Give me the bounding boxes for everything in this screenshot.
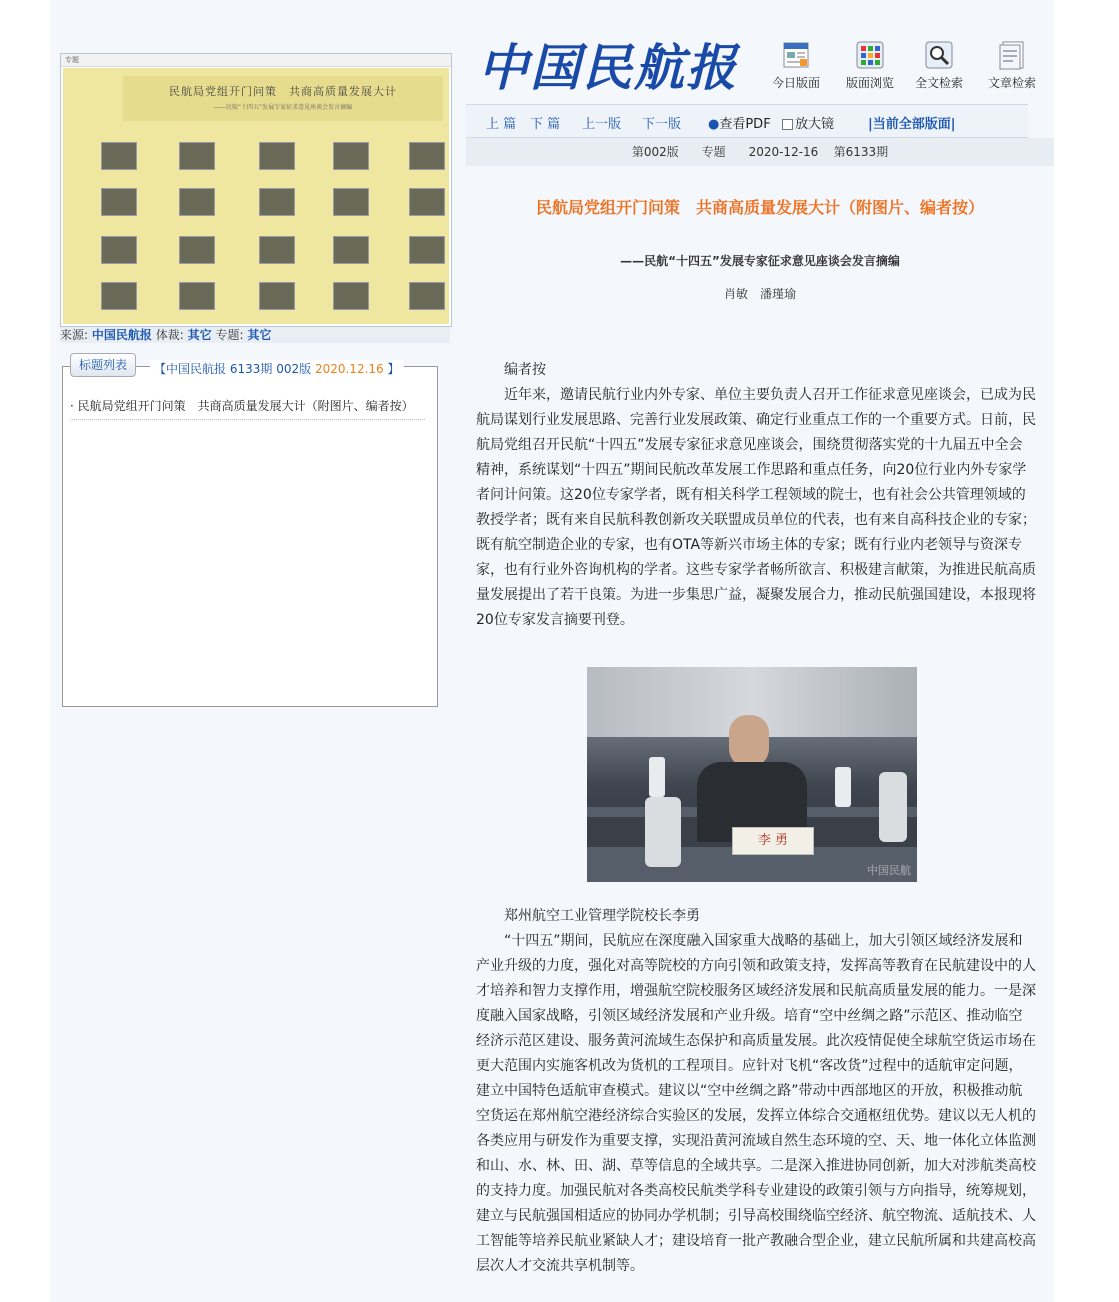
- thumbnail-tag: 专题: [61, 54, 451, 67]
- thumbnail-photo: [179, 282, 215, 310]
- thumbnail-photo: [101, 142, 137, 170]
- thumbnail-photo: [333, 142, 369, 170]
- thumbnail-photo: [409, 282, 445, 310]
- magnifier-label: 放大镜: [795, 117, 835, 132]
- all-pages-link[interactable]: |当前全部版面|: [868, 117, 956, 132]
- nav-label: 文章检索: [988, 76, 1037, 90]
- nav-fulltext-search[interactable]: [915, 40, 963, 91]
- header-close: 】: [387, 362, 400, 376]
- newspaper-logo: 中国民航报: [478, 38, 738, 97]
- nav-article-search[interactable]: [988, 40, 1036, 91]
- source-value: 中国民航报: [91, 328, 152, 342]
- thumbnail-image: [63, 68, 449, 324]
- article-title: 民航局党组开门问策 共商高质量发展大计（附图片、编者按）: [535, 198, 984, 217]
- view-pdf-label: 查看PDF: [719, 117, 771, 132]
- article-authors: 肖敏 潘瑾瑜: [723, 287, 796, 301]
- header-issue: 6133期: [229, 362, 273, 376]
- header-date: 2020.12.16: [314, 362, 384, 376]
- genre-value: 其它: [187, 328, 212, 342]
- title-list-tab[interactable]: 标题列表: [70, 353, 136, 377]
- nav-today-edition[interactable]: [772, 40, 820, 91]
- photo-watermark: 中国民航: [867, 864, 911, 877]
- speaker-speech: “十四五”期间，民航应在深度融入国家重大战略的基础上，加大引领区域经济发展和产业升级的力度，强化对高等院校的方向引领和政策支持，发挥高等教育在民航建设中的人才培养和智力支撑作用，增强航空院校服务区域经济发展和民航高质量发展的能力。一是深度融入国家战略，引领区域经济发展和产业升级。培育“空中丝绸之路”示范区、推动临空经济示范区建设、服务黄河流域生态保护和高质量发展。此次疫情促使全球航空货运市场在更大范围内实施客机改为货机的工程项目。应针对飞机“客改货”过程中的适航审定问题，建立中国特色适航审查模式。建议以“空中丝绸之路”带动中西部地区的开放，积极推动航空货运在郑州航空港经济综合实验区的发展，发挥立体综合交通枢纽优势。建议以无人机的各类应用与研发作为重要支撑，实现沿黄河流域自然生态环境的空、天、地一体化立体监测和山、水、林、田、湖、草等信息的全域共享。二是深入推进协同创新，加大对涉航类高校的支持力度。加强民航对各类高校民航类学科专业建设的政策引领与方向指导，统筹规划，建立与民航强国相适应的协同办学机制；引导高校围绕临空经济、航空物流、适航技术、人工智能等培养民航业紧缺人才；建设培育一批产教融合型企业，建立民航所属和共建高校高层次人才交流共享机制等。: [476, 933, 1036, 1274]
- thumbnail-photo: [179, 236, 215, 264]
- thumbnail-photo: [409, 188, 445, 216]
- issue-info-bar: [466, 138, 1054, 166]
- thumbnail-photo: [333, 236, 369, 264]
- thumbnail-photo: [259, 188, 295, 216]
- header-page: 002版: [276, 362, 312, 376]
- topic-label: 专题:: [215, 328, 244, 342]
- thumbnail-photo: [409, 236, 445, 264]
- title-list-item-label: 民航局党组开门问策 共商高质量发展大计（附图片、编者按）: [77, 399, 414, 413]
- checkbox-icon[interactable]: [782, 119, 793, 130]
- issue-date: 2020-12-16: [748, 145, 819, 159]
- editor-note-label: 编者按: [504, 362, 546, 378]
- nav-label: 全文检索: [915, 76, 964, 90]
- nameplate: 李 勇: [732, 827, 814, 855]
- thumbnail-photo: [101, 188, 137, 216]
- document-icon: [997, 40, 1027, 70]
- thumbnail-photo: [409, 142, 445, 170]
- next-page-link[interactable]: 下一版: [642, 117, 682, 132]
- thumbnail-photo: [101, 282, 137, 310]
- thumbnail-subtitle: ——民航“十四五”发展专家征求意见座谈会发言摘编: [213, 104, 353, 111]
- genre-label: 体裁:: [155, 328, 184, 342]
- editor-note: 近年来，邀请民航行业内外专家、单位主要负责人召开工作征求意见座谈会，已成为民航局谋划行业发展思路、完善行业发展政策、确定行业重点工作的一个重要方式。日前，民航局党组召开民航“十四五”发展专家征求意见座谈会，围绕贯彻落实党的十九届五中全会精神，系统谋划“十四五”期间民航改革发展工作思路和重点任务，向20位行业内外专家学者问计问策。这20位专家学者，既有相关科学工程领域的院士，也有社会公共管理领域的教授学者；既有来自民航科教创新攻关联盟成员单位的代表，也有来自高科技企业的专家；既有航空制造企业的专家，也有OTA等新兴市场主体的专家；既有行业内老领导与资深专家，也有行业外咨询机构的学者。这些专家学者畅所欲言、积极建言献策，为推进民航高质量发展提出了若干良策。为进一步集思广益，凝聚发展合力，推动民航强国建设，本报现将20位专家发言摘要刊登。: [476, 387, 1036, 628]
- title-list-header: [150, 360, 404, 378]
- article-photo: [587, 667, 917, 882]
- thumbnail-photo: [101, 236, 137, 264]
- magnifier-icon: [924, 40, 954, 70]
- source-label: 来源:: [60, 328, 89, 342]
- thumbnail-photo: [259, 142, 295, 170]
- issue-page: 第002版: [631, 145, 679, 159]
- radio-dot-icon: ●: [708, 117, 720, 132]
- thumbnail-photo: [259, 236, 295, 264]
- article-subtitle: ——民航“十四五”发展专家征求意见座谈会发言摘编: [620, 254, 900, 268]
- header-paper: 【中国民航报: [154, 362, 227, 376]
- thumbnail-photo: [179, 142, 215, 170]
- nav-page-browse[interactable]: [846, 40, 894, 91]
- next-article-link[interactable]: 下 篇: [530, 117, 561, 132]
- issue-number: 第6133期: [833, 145, 889, 159]
- source-bar: [60, 327, 450, 343]
- issue-section: 专题: [701, 145, 726, 159]
- magnifier-toggle[interactable]: [782, 113, 834, 132]
- prev-page-link[interactable]: 上一版: [582, 117, 622, 132]
- prev-article-link[interactable]: 上 篇: [486, 117, 517, 132]
- thumbnail-photo: [259, 282, 295, 310]
- speaker-caption: 郑州航空工业管理学院校长李勇: [504, 908, 700, 924]
- view-pdf-link[interactable]: [708, 113, 771, 132]
- grid-icon: [855, 40, 885, 70]
- newspaper-icon: [781, 40, 811, 70]
- page-thumbnail[interactable]: [60, 53, 452, 327]
- article-toolbar: [466, 104, 1028, 138]
- thumbnail-banner: [123, 76, 443, 121]
- thumbnail-title: 民航局党组开门问策 共商高质量发展大计: [169, 85, 397, 98]
- topic-value: 其它: [247, 328, 272, 342]
- title-list-item[interactable]: · 民航局党组开门问策 共商高质量发展大计（附图片、编者按）: [70, 397, 425, 420]
- nav-label: 版面浏览: [846, 76, 895, 90]
- nav-label: 今日版面: [772, 76, 821, 90]
- thumbnail-photo: [333, 188, 369, 216]
- thumbnail-photo: [179, 188, 215, 216]
- thumbnail-photo: [333, 282, 369, 310]
